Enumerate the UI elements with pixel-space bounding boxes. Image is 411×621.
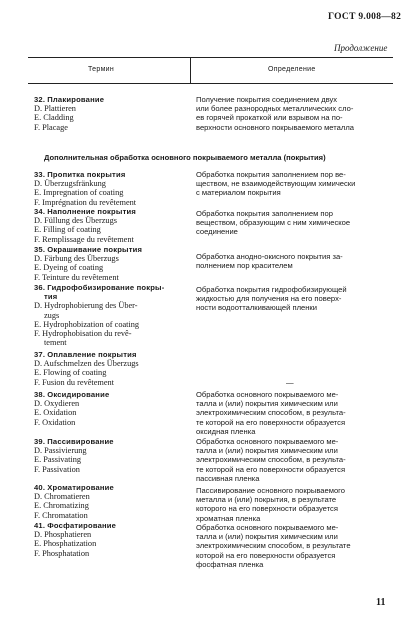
column-header-definition: Определение bbox=[268, 66, 316, 73]
entry-39-definition: Обработка основного покрываемого ме- талла и (или) покрытия химическим или электрохимическим способом, в результа- те которой на его поверхности образуется пассивная пленка bbox=[196, 437, 346, 483]
column-header-term: Термин bbox=[88, 66, 115, 73]
entry-40-term: 40. Хроматирование D. Chromatieren E. Chromatizing F. Chromatation bbox=[34, 483, 114, 520]
page-number: 11 bbox=[376, 597, 386, 608]
column-divider bbox=[190, 57, 191, 83]
entry-35-definition: Обработка анодно-окисного покрытия за- полнением пор красителем bbox=[196, 252, 343, 271]
entry-33-term: 33. Пропитка покрытия D. Überzugsfränkung E. Impregnation of coating F. Imprégnation du revêtement bbox=[34, 170, 137, 207]
entry-40-definition: Пассивирование основного покрываемого металла и (или) покрытия, в результате которого на его поверхности образуется хроматная пленка bbox=[196, 486, 346, 523]
entry-41-term: 41. Фосфатирование D. Phosphatieren E. Phosphatization F. Phosphatation bbox=[34, 521, 117, 558]
entry-37-term: 37. Оплавление покрытия D. Aufschmelzen des Überzugs E. Flowing of coating F. Fusion du revêtement bbox=[34, 350, 139, 387]
entry-35-term: 35. Окрашивание покрытия D. Färbung des Überzugs E. Dyeing of coating F. Teinture du revêtement bbox=[34, 245, 143, 282]
table-header-rule bbox=[28, 83, 393, 84]
entry-38-definition: Обработка основного покрываемого ме- талла и (или) покрытия химическим или электрохимическим способом, в результа- те которой на его поверхности образуется оксидная пленка bbox=[196, 390, 346, 436]
entry-34-term: 34. Наполнение покрытия D. Füllung des Überzugs E. Filling of coating F. Remplissage du revêtement bbox=[34, 207, 136, 244]
entry-41-definition: Обработка основного покрываемого ме- талла и (или) покрытия химическим или электрохимическим способом, в результате которой на его поверхности образуется фосфатная пленка bbox=[196, 523, 351, 569]
entry-39-term: 39. Пассивирование D. Passivierung E. Passivating F. Passivation bbox=[34, 437, 114, 474]
entry-32-definition: Получение покрытия соединением двух или более разнородных металлических сло- ев горячей прокаткой или взрывом на по- верхности основного покрываемого металла bbox=[196, 95, 354, 132]
entry-34-definition: Обработка покрытия заполнением пор веществом, образующим с ним химическое соединение bbox=[196, 209, 351, 237]
entry-38-term: 38. Оксидирование D. Oxydieren E. Oxidation F. Oxidation bbox=[34, 390, 110, 427]
entry-36-definition: Обработка покрытия гидрофобизирующей жидкостью для получения на его поверх- ности водоотталкивающей пленки bbox=[196, 285, 347, 313]
continuation-label: Продолжение bbox=[334, 43, 388, 53]
entry-32-term: 32. Плакирование D. Plattieren E. Cladding F. Placage bbox=[34, 95, 105, 132]
section-title: Дополнительная обработка основного покрываемого металла (покрытия) bbox=[44, 153, 326, 162]
entry-36-term: 36. Гидрофобизирование покры- тия D. Hydrophobierung des Über- zugs E. Hydrophobization of coating F. Hydrophobisation du revê- tement bbox=[34, 283, 165, 348]
entry-37-definition: — bbox=[286, 378, 294, 387]
document-code: ГОСТ 9.008—82 bbox=[328, 12, 402, 22]
table-top-rule bbox=[28, 57, 393, 58]
entry-33-definition: Обработка покрытия заполнением пор ве- ществом, не взаимодействующим химически с материалом покрытия bbox=[196, 170, 356, 198]
